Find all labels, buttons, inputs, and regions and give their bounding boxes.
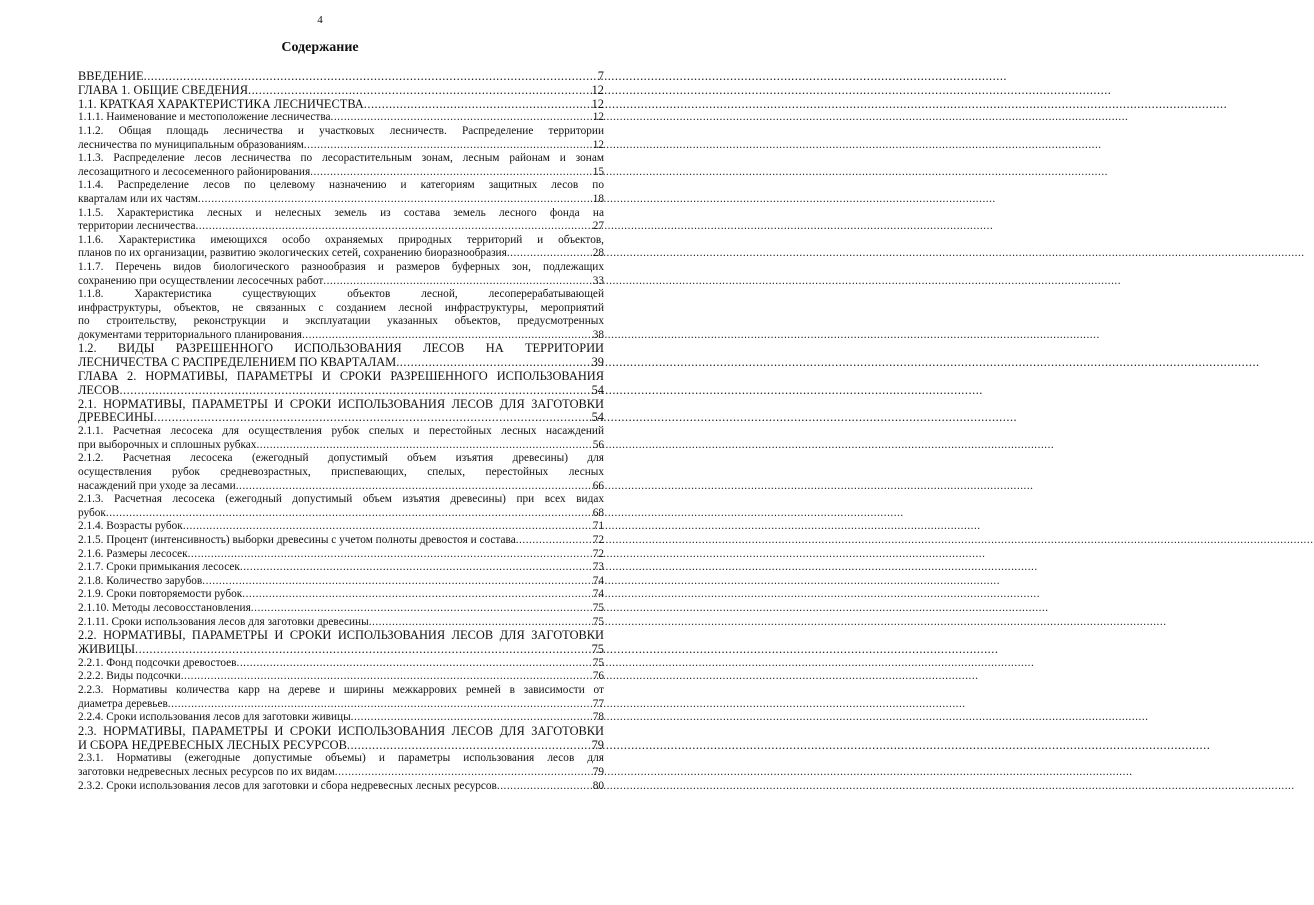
- toc-entry-text: насаждений при уходе за лесами: [78, 479, 236, 492]
- toc-page-number: 71: [592, 520, 604, 533]
- toc-entry-text: 2.2.3. Нормативы количества карр на дереве и ширины межкаррових ремней в зависимости от: [78, 683, 604, 696]
- dot-leader: [202, 575, 591, 589]
- toc-page-number: 79: [592, 765, 604, 778]
- toc-entry-text: 2.1.5. Процент (интенсивность) выборки древесины с учетом полноты древостоя и состава: [78, 534, 516, 547]
- toc-entry-text: ЛЕСОВ: [78, 382, 120, 397]
- toc-entry-text: 2.1.4. Возрасты рубок: [78, 520, 183, 533]
- toc-page-number: 75: [591, 641, 604, 656]
- toc-page-number: 27: [592, 220, 604, 233]
- toc-entry-text: 2.1.11. Сроки использования лесов для заготовки древесины: [78, 615, 369, 628]
- toc-entry-text: 2.1.2. Расчетная лесосека (ежегодный допустимый объем изъятия древесины) для: [78, 452, 604, 465]
- toc-page-number: 28: [592, 247, 604, 260]
- toc-page-number: 72: [592, 534, 604, 547]
- dot-leader: [369, 616, 592, 630]
- dot-leader: [351, 711, 592, 725]
- toc-entry-text: ГЛАВА 2. НОРМАТИВЫ, ПАРАМЕТРЫ И СРОКИ РАЗРЕШЕННОГО ИСПОЛЬЗОВАНИЯ: [78, 369, 604, 384]
- toc-page-number: 80: [592, 779, 604, 792]
- dot-leader: [396, 356, 590, 370]
- toc-entry-text: диаметра деревьев: [78, 697, 168, 710]
- toc-entry-text: инфраструктуры, объектов, не связанных с созданием лесной инфраструктуры, мероприятий: [78, 301, 604, 314]
- toc-entry-text: 2.1.10. Методы лесовосстановления: [78, 601, 251, 614]
- dot-leader: [302, 329, 592, 343]
- dot-leader: [347, 739, 591, 753]
- toc-entry-text: 1.1.6. Характеристика имеющихся особо охраняемых природных территорий и объектов,: [78, 233, 604, 246]
- toc-heading-entry[interactable]: [78, 84, 604, 98]
- toc-entry-text: 1.1.2. Общая площадь лесничества и участковых лесничеств. Распределение территории: [78, 124, 604, 137]
- toc-entry-text: 1.1.3. Распределение лесов лесничества по лесорастительным зонам, лесным районам и зонам: [78, 152, 604, 165]
- toc-entry[interactable]: [78, 125, 604, 152]
- dot-leader: [119, 384, 590, 398]
- toc-entry[interactable]: [78, 616, 604, 630]
- toc-entry-text: 2.1.9. Сроки повторяемости рубок: [78, 588, 243, 601]
- dot-leader: [154, 411, 591, 425]
- toc-entry[interactable]: [78, 780, 604, 794]
- toc-entry-text: при выборочных и сплошных рубках: [78, 438, 257, 451]
- toc-page-number: 56: [592, 438, 604, 451]
- dot-leader: [310, 166, 592, 180]
- toc-entry[interactable]: [78, 520, 604, 534]
- toc-entry[interactable]: [78, 534, 604, 548]
- toc-entry-text: сохранению при осуществлении лесосечных работ: [78, 274, 324, 287]
- toc-entry-text: 2.1.1. Расчетная лесосека для осуществления рубок спелых и перестойных лесных насаждений: [78, 425, 604, 438]
- toc-entry-text: ДРЕВЕСИНЫ: [78, 410, 154, 425]
- toc-entry-text: 2.2.4. Сроки использования лесов для заготовки живицы: [78, 711, 351, 724]
- toc-entry-text: 2.1.8. Количество зарубов: [78, 574, 203, 587]
- toc-entry-text: 2.1.6. Размеры лесосек: [78, 547, 188, 560]
- toc-entry-text: кварталам или их частям: [78, 192, 198, 205]
- dot-leader: [248, 84, 591, 98]
- toc-entry-text: 2.1.3. Расчетная лесосека (ежегодный допустимый объем изъятия древесины) при всех видах: [78, 493, 604, 506]
- toc-entry-text: ГЛАВА 1. ОБЩИЕ СВЕДЕНИЯ: [78, 82, 248, 97]
- toc-page-number: 12: [591, 82, 604, 97]
- dot-leader: [242, 588, 591, 602]
- toc-entry-text: 2.3.1. Нормативы (ежегодные допустимые объемы) и параметры использования лесов для: [78, 752, 604, 765]
- toc-heading-entry[interactable]: [78, 629, 604, 657]
- toc-entry[interactable]: [78, 670, 604, 684]
- toc-entry[interactable]: [78, 288, 604, 342]
- dot-leader: [135, 643, 591, 657]
- dot-leader: [236, 480, 592, 494]
- toc-entry-text: рубок: [78, 506, 106, 519]
- dot-leader: [304, 139, 592, 153]
- toc-entry-text: И СБОРА НЕДРЕВЕСНЫХ ЛЕСНЫХ РЕСУРСОВ: [78, 737, 347, 752]
- toc-page-number: 74: [592, 574, 604, 587]
- toc-entry-text: 1.1. КРАТКАЯ ХАРАКТЕРИСТИКА ЛЕСНИЧЕСТВА: [78, 96, 364, 111]
- toc-page-number: 72: [592, 547, 604, 560]
- toc-entry-text: документами территориального планирования: [78, 328, 302, 341]
- toc-heading-entry[interactable]: [78, 98, 604, 112]
- dot-leader: [181, 670, 592, 684]
- toc-entry-text: 2.3.2. Сроки использования лесов для заготовки и сбора недревесных лесных ресурсов: [78, 779, 497, 792]
- toc-entry-text: ВВЕДЕНИЕ: [78, 69, 144, 83]
- dot-leader: [497, 780, 592, 794]
- toc-entry[interactable]: [78, 588, 604, 602]
- toc-entry[interactable]: [78, 561, 604, 575]
- toc-entry[interactable]: [78, 207, 604, 234]
- toc-entry-text: 1.1.1. Наименование и местоположение лесничества: [78, 111, 331, 124]
- toc-entry[interactable]: [78, 111, 604, 125]
- toc-heading-entry[interactable]: [78, 342, 604, 370]
- toc-entry-text: осуществления рубок средневозрастных, приспевающих, спелых, перестойных лесных: [78, 466, 604, 479]
- toc-heading-entry[interactable]: [78, 398, 604, 426]
- toc-entry-text: 1.1.8. Характеристика существующих объектов лесной, лесоперерабатывающей: [78, 288, 604, 301]
- dot-leader: [168, 698, 592, 712]
- toc-page-number: 12: [592, 111, 604, 124]
- toc-entry-text: заготовки недревесных лесных ресурсов по их видам: [78, 765, 335, 778]
- toc-page-number: 79: [591, 737, 604, 752]
- toc-entry-text: территории лесничества: [78, 220, 196, 233]
- toc-entry[interactable]: [78, 234, 604, 261]
- toc-page-number: 7: [597, 69, 604, 83]
- toc-entry[interactable]: [78, 684, 604, 711]
- toc-page-number: 68: [592, 506, 604, 519]
- toc-entry-text: лесничества по муниципальным образованиям: [78, 138, 304, 151]
- toc-entry[interactable]: [78, 425, 604, 452]
- toc-entry[interactable]: [78, 548, 604, 562]
- toc-entry[interactable]: [78, 575, 604, 589]
- toc-entry-text: планов по их организации, развитию экологических сетей, сохранению биоразнообразия: [78, 247, 507, 260]
- toc-page-number: 38: [592, 328, 604, 341]
- toc-page-number: 75: [592, 601, 604, 614]
- dot-leader: [323, 275, 591, 289]
- toc-page-number: 18: [592, 192, 604, 205]
- toc-entry-text: 2.1. НОРМАТИВЫ, ПАРАМЕТРЫ И СРОКИ ИСПОЛЬЗОВАНИЯ ЛЕСОВ ДЛЯ ЗАГОТОВКИ: [78, 396, 604, 411]
- toc-entry[interactable]: [78, 602, 604, 616]
- toc-page-number: 75: [592, 656, 604, 669]
- toc-page-number: 77: [592, 697, 604, 710]
- dot-leader: [183, 520, 592, 534]
- toc-page-number: 15: [592, 165, 604, 178]
- toc-page-number: 54: [591, 382, 604, 397]
- toc-entry-text: ЛЕСНИЧЕСТВА С РАСПРЕДЕЛЕНИЕМ ПО КВАРТАЛАМ: [78, 355, 397, 370]
- dot-leader: [188, 548, 592, 562]
- toc-entry[interactable]: [78, 711, 604, 725]
- page-title: Содержание: [281, 40, 359, 55]
- toc-entry-text: 1.2. ВИДЫ РАЗРЕШЕННОГО ИСПОЛЬЗОВАНИЯ ЛЕСОВ НА ТЕРРИТОРИИ: [78, 341, 604, 356]
- toc-page-number: 74: [592, 588, 604, 601]
- toc-entry-text: 2.2. НОРМАТИВЫ, ПАРАМЕТРЫ И СРОКИ ИСПОЛЬЗОВАНИЯ ЛЕСОВ ДЛЯ ЗАГОТОВКИ: [78, 628, 604, 643]
- toc-entry[interactable]: [78, 493, 604, 520]
- dot-leader: [507, 247, 592, 261]
- toc-entry-text: 1.1.5. Характеристика лесных и нелесных земель из состава земель лесного фонда на: [78, 206, 604, 219]
- dot-leader: [237, 657, 592, 671]
- toc-entry-text: 2.1.7. Сроки примыкания лесосек: [78, 561, 240, 574]
- dot-leader: [335, 766, 592, 780]
- dot-leader: [240, 561, 592, 575]
- toc-heading-entry[interactable]: [78, 70, 604, 84]
- dot-leader: [198, 193, 592, 207]
- toc-entry-text: лесозащитного и лесосеменного районирования: [78, 165, 311, 178]
- toc-page-number: 33: [592, 274, 604, 287]
- toc-page-number: 78: [592, 711, 604, 724]
- toc-entry-text: по строительству, реконструкции и эксплуатации указанных объектов, предусмотренных: [78, 315, 604, 328]
- toc-entry[interactable]: [78, 261, 604, 288]
- toc-entry-text: 1.1.4. Распределение лесов по целевому назначению и категориям защитных лесов по: [78, 179, 604, 192]
- toc-page-number: 73: [592, 561, 604, 574]
- dot-leader: [516, 534, 592, 548]
- toc-page-number: 39: [591, 355, 604, 370]
- toc-entry-text: 1.1.7. Перечень видов биологического разнообразия и размеров буферных зон, подлежащих: [78, 260, 604, 273]
- toc-entry-text: 2.3. НОРМАТИВЫ, ПАРАМЕТРЫ И СРОКИ ИСПОЛЬЗОВАНИЯ ЛЕСОВ ДЛЯ ЗАГОТОВКИ: [78, 723, 604, 738]
- toc-page-number: 54: [591, 410, 604, 425]
- toc-entry[interactable]: [78, 152, 604, 179]
- dot-leader: [251, 602, 592, 616]
- toc-entry-text: 2.2.1. Фонд подсочки древостоев: [78, 656, 237, 669]
- toc-heading-entry[interactable]: [78, 725, 604, 753]
- dot-leader: [364, 98, 591, 112]
- toc-page-number: 76: [592, 670, 604, 683]
- dot-leader: [144, 70, 597, 84]
- dot-leader: [195, 220, 591, 234]
- page-number: 4: [317, 14, 323, 26]
- toc-entry[interactable]: [78, 179, 604, 206]
- toc-page-number: 75: [592, 615, 604, 628]
- dot-leader: [256, 439, 591, 453]
- table-of-contents: [78, 70, 604, 793]
- toc-page-number: 66: [592, 479, 604, 492]
- toc-entry[interactable]: [78, 752, 604, 779]
- toc-entry[interactable]: [78, 452, 604, 493]
- toc-page-number: 12: [592, 138, 604, 151]
- toc-entry-text: 2.2.2. Виды подсочки: [78, 670, 181, 683]
- toc-page-number: 12: [591, 96, 604, 111]
- toc-heading-entry[interactable]: [78, 370, 604, 398]
- dot-leader: [331, 111, 592, 125]
- dot-leader: [106, 507, 592, 521]
- toc-entry-text: ЖИВИЦЫ: [78, 641, 136, 656]
- document-page: [0, 0, 640, 905]
- toc-entry[interactable]: [78, 657, 604, 671]
